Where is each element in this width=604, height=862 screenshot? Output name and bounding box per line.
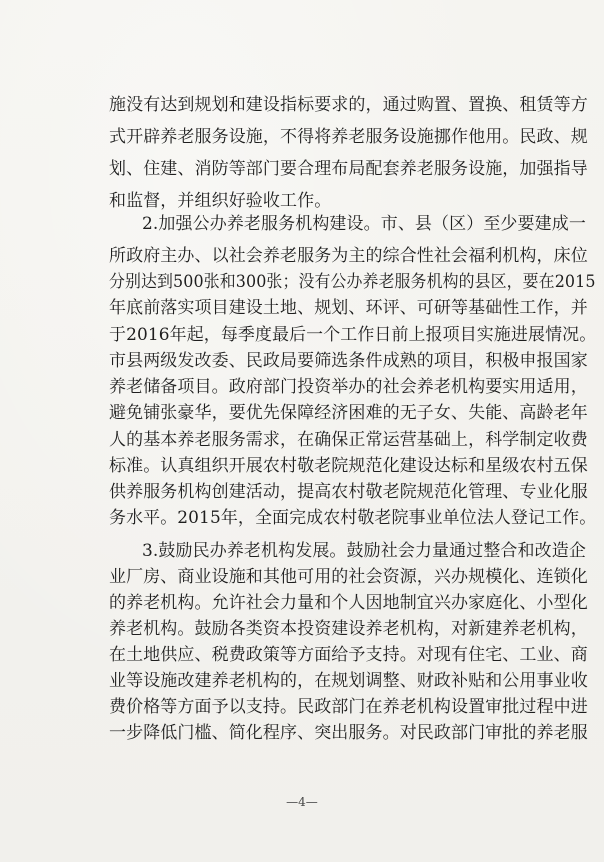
text-line: 和监督，并组织好验收工作。 [109, 191, 332, 211]
text-line: 标准。认真组织开展农村敬老院规范化建设达标和星级农村五保 [109, 456, 588, 476]
text-line: 业等设施改建养老机构的，在规划调整、财政补贴和公用事业收 [109, 671, 588, 691]
text-line: 3.鼓励民办养老机构发展。鼓励社会力量通过整合和改造企 [142, 541, 586, 561]
text-line: 在土地供应、税费政策等方面给予支持。对现有住宅、工业、商 [109, 645, 588, 665]
text-line: 市县两级发改委、民政局要筛选条件成熟的项目，积极申报国家 [109, 351, 588, 371]
text-line: 于2016年起，每季度最后一个工作日前上报项目实施进展情况。 [109, 325, 597, 345]
text-line: 供养服务机构创建活动，提高农村敬老院规范化管理、专业化服 [109, 482, 588, 502]
text-line: 业厂房、商业设施和其他可用的社会资源，兴办规模化、连锁化 [109, 567, 588, 587]
text-line: 养老储备项目。政府部门投资举办的社会养老机构要实用适用， [109, 377, 588, 397]
text-line: 施没有达到规划和建设指标要求的，通过购置、置换、租赁等方 [109, 95, 588, 115]
text-line: 的养老机构。允许社会力量和个人因地制宜兴办家庭化、小型化 [109, 593, 588, 613]
text-line: 养老机构。鼓励各类资本投资建设养老机构，对新建养老机构， [109, 619, 588, 639]
text-line: 费价格等方面予以支持。民政部门在养老机构设置审批过程中进 [109, 697, 588, 717]
text-line: 划、住建、消防等部门要合理布局配套养老服务设施，加强指导 [109, 159, 588, 179]
text-line: 式开辟养老服务设施，不得将养老服务设施挪作他用。民政、规 [109, 127, 588, 147]
text-line: 人的基本养老服务需求，在确保正常运营基础上，科学制定收费 [109, 430, 588, 450]
text-line: 务水平。2015年，全面完成农村敬老院事业单位法人登记工作。 [109, 508, 597, 528]
text-line: 一步降低门槛、简化程序、突出服务。对民政部门审批的养老服 [109, 723, 588, 743]
text-line: 年底前落实项目建设土地、规划、环评、可研等基础性工作，并 [109, 298, 588, 318]
text-line: 避免铺张豪华，要优先保障经济困难的无子女、失能、高龄老年 [109, 403, 588, 423]
text-line: 2.加强公办养老服务机构建设。市、县（区）至少要建成一 [142, 214, 586, 234]
text-line: 所政府主办、以社会养老服务为主的综合性社会福利机构，床位 [109, 246, 588, 266]
page-number: —4— [286, 795, 318, 809]
text-line: 分别达到500张和300张；没有公办养老服务机构的县区，要在2015 [109, 272, 596, 292]
